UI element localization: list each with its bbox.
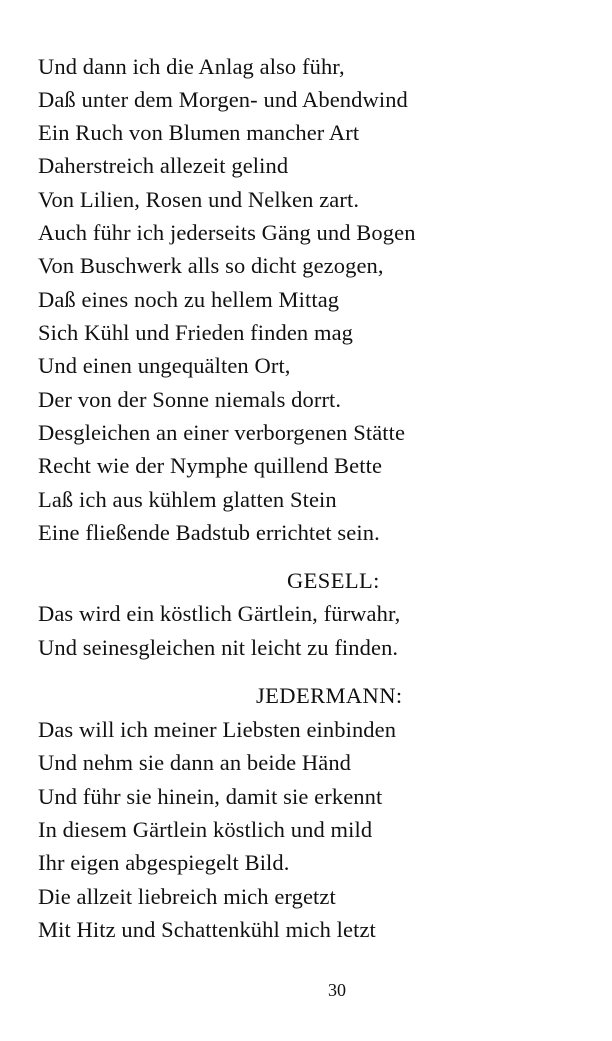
verse-line: Und führ sie hinein, damit sie erkennt bbox=[38, 784, 383, 809]
verse-line: Daherstreich allezeit gelind bbox=[38, 153, 289, 178]
verse-line: Das wird ein köstlich Gärtlein, fürwahr, bbox=[38, 601, 401, 626]
verse-line: Und einen ungequälten Ort, bbox=[38, 353, 291, 378]
verse-line: Ein Ruch von Blumen mancher Art bbox=[38, 120, 360, 145]
verse-line: Mit Hitz und Schattenkühl mich letzt bbox=[38, 917, 376, 942]
verse-line: Recht wie der Nymphe quillend Bette bbox=[38, 453, 383, 478]
verse-line: Und seinesgleichen nit leicht zu finden. bbox=[38, 635, 399, 660]
verse-line: Und nehm sie dann an beide Händ bbox=[38, 750, 352, 775]
verse-line: Auch führ ich jederseits Gäng und Bogen bbox=[38, 220, 416, 245]
speaker-name-gesell: GESELL: bbox=[287, 568, 380, 593]
verse-line: Sich Kühl und Frieden finden mag bbox=[38, 320, 354, 345]
verse-line: Daß unter dem Morgen- und Abendwind bbox=[38, 87, 408, 112]
verse-line: Das will ich meiner Liebsten einbinden bbox=[38, 717, 397, 742]
verse-line: Der von der Sonne niemals dorrt. bbox=[38, 387, 342, 412]
verse-line: Und dann ich die Anlag also führ, bbox=[38, 54, 345, 79]
verse-line: Die allzeit liebreich mich ergetzt bbox=[38, 884, 336, 909]
verse-line: Von Buschwerk alls so dicht gezogen, bbox=[38, 253, 384, 278]
verse-line: Daß eines noch zu hellem Mittag bbox=[38, 287, 340, 312]
verse-line: Ihr eigen abgespiegelt Bild. bbox=[38, 850, 290, 875]
verse-line: Von Lilien, Rosen und Nelken zart. bbox=[38, 187, 360, 212]
page-number: 30 bbox=[328, 980, 346, 1000]
verse-line: Desgleichen an einer verborgenen Stätte bbox=[38, 420, 406, 445]
verse-line: Laß ich aus kühlem glatten Stein bbox=[38, 487, 337, 512]
verse-line: In diesem Gärtlein köstlich und mild bbox=[38, 817, 373, 842]
speaker-name-jedermann: JEDERMANN: bbox=[256, 683, 403, 708]
verse-line: Eine fließende Badstub errichtet sein. bbox=[38, 520, 380, 545]
